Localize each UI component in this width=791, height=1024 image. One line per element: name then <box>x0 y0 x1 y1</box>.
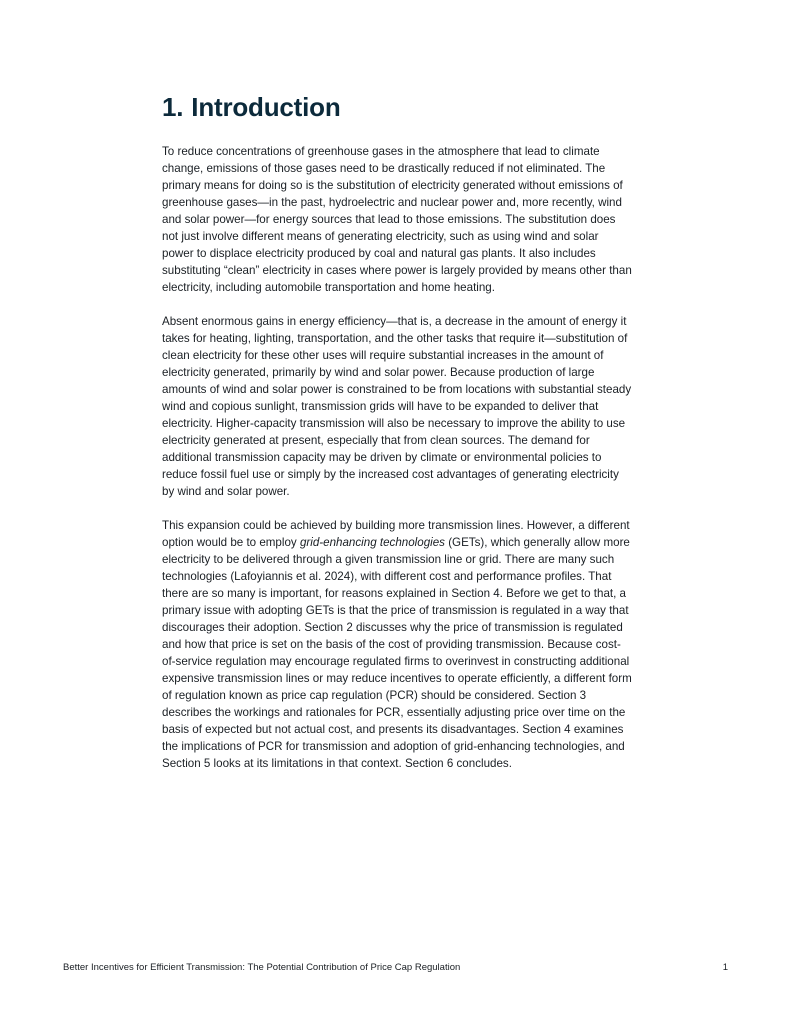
footer-title: Better Incentives for Efficient Transmission: The Potential Contribution of Price Cap Regulation <box>63 962 461 973</box>
section-number: 1. <box>162 92 184 122</box>
paragraph-3-part-2: (GETs), which generally allow more electricity to be delivered through a given transmission line or grid. There are many such technologies (Lafoyiannis et al. 2024), with different cost and performance profiles. That there are so many is important, for reasons explained in Section 4. Before we get to that, a primary issue with adopting GETs is that the price of transmission is regulated in a way that discourages their adoption. Section 2 discusses why the price of transmission is regulated and how that price is set on the basis of the cost of providing transmission. Because cost-of-service regulation may encourage regulated firms to overinvest in constructing additional expensive transmission lines or may reduce incentives to operate efficiently, a different form of regulation known as price cap regulation (PCR) should be considered. Section 3 describes the workings and rationales for PCR, essentially adjusting price over time on the basis of expected but not actual cost, and presents its disadvantages. Section 4 examines the implications of PCR for transmission and adoption of grid-enhancing technologies, and Section 5 looks at its limitations in that context. Section 6 concludes. <box>162 536 632 770</box>
page-number: 1 <box>722 962 728 973</box>
paragraph-3-emphasis: grid-enhancing technologies <box>299 536 445 549</box>
section-title: Introduction <box>191 92 341 122</box>
paragraph-1: To reduce concentrations of greenhouse gases in the atmosphere that lead to climate change, emissions of those gases need to be drastically reduced if not eliminated. The primary means for doing so is the substitution of electricity generated without emissions of greenhouse gases—in the past, hydroelectric and nuclear power and, more recently, wind and solar power—for energy sources that lead to those emissions. The substitution does not just involve different means of generating electricity, such as using wind and solar power to displace electricity produced by coal and natural gas plants. It also includes substituting “clean” electricity in cases where power is largely provided by means other than electricity, including automobile transportation and home heating. <box>162 145 632 294</box>
paragraph-2: Absent enormous gains in energy efficiency—that is, a decrease in the amount of energy it takes for heating, lighting, transportation, and the other tasks that require it—substitution of clean electricity for these other uses will require substantial increases in the amount of electricity generated, primarily by wind and solar power. Because production of large amounts of wind and solar power is constrained to be from locations with substantial steady wind and copious sunlight, transmission grids will have to be expanded to deliver that electricity. Higher-capacity transmission will also be necessary to improve the ability to use electricity generated at present, especially that from clean sources. The demand for additional transmission capacity may be driven by climate or environmental policies to reduce fossil fuel use or simply by the increased cost advantages of generating electricity by wind and solar power. <box>162 315 632 498</box>
paragraph-3-part-1: This expansion could be achieved by building more transmission lines. However, a different option would be to employ <box>162 519 630 549</box>
body-text <box>162 143 632 789</box>
section-heading <box>162 90 341 124</box>
paragraph-3 <box>162 517 632 772</box>
